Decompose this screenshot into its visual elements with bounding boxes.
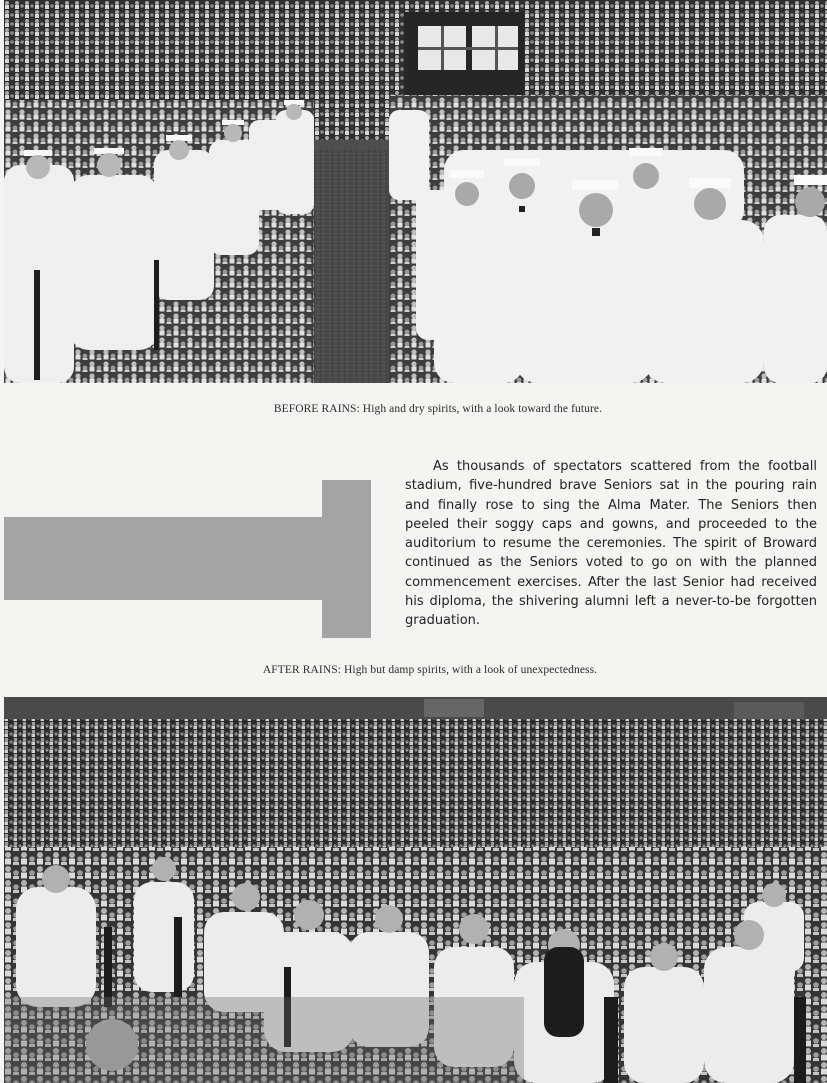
photo-graduates-procession	[4, 0, 827, 383]
photo-auditorium-audience	[4, 697, 827, 1083]
graduates-photo-illustration	[4, 0, 827, 383]
decorative-letter-t-bar	[4, 517, 371, 600]
audience-photo-illustration	[4, 697, 827, 1083]
caption-before-rains: BEFORE RAINS: High and dry spirits, with a look toward the future.	[273, 403, 603, 415]
article-body: As thousands of spectators scattered from the football stadium, five-hundred brave Seniors sat in the pouring rain and finally rose to sing the Alma Mater. The Seniors then peeled their soggy caps and gowns, and proceeded to the auditorium to resume the ceremonies. The spirit of Broward continued as the Seniors voted to go on with the planned commencement exercises. After the last Senior had received his diploma, the shivering alumni left a never-to-be forgotten graduation.	[405, 459, 817, 629]
caption-after-rains: AFTER RAINS: High but damp spirits, with a look of unexpectedness.	[262, 664, 598, 676]
decorative-letter-t-stem	[322, 480, 371, 638]
